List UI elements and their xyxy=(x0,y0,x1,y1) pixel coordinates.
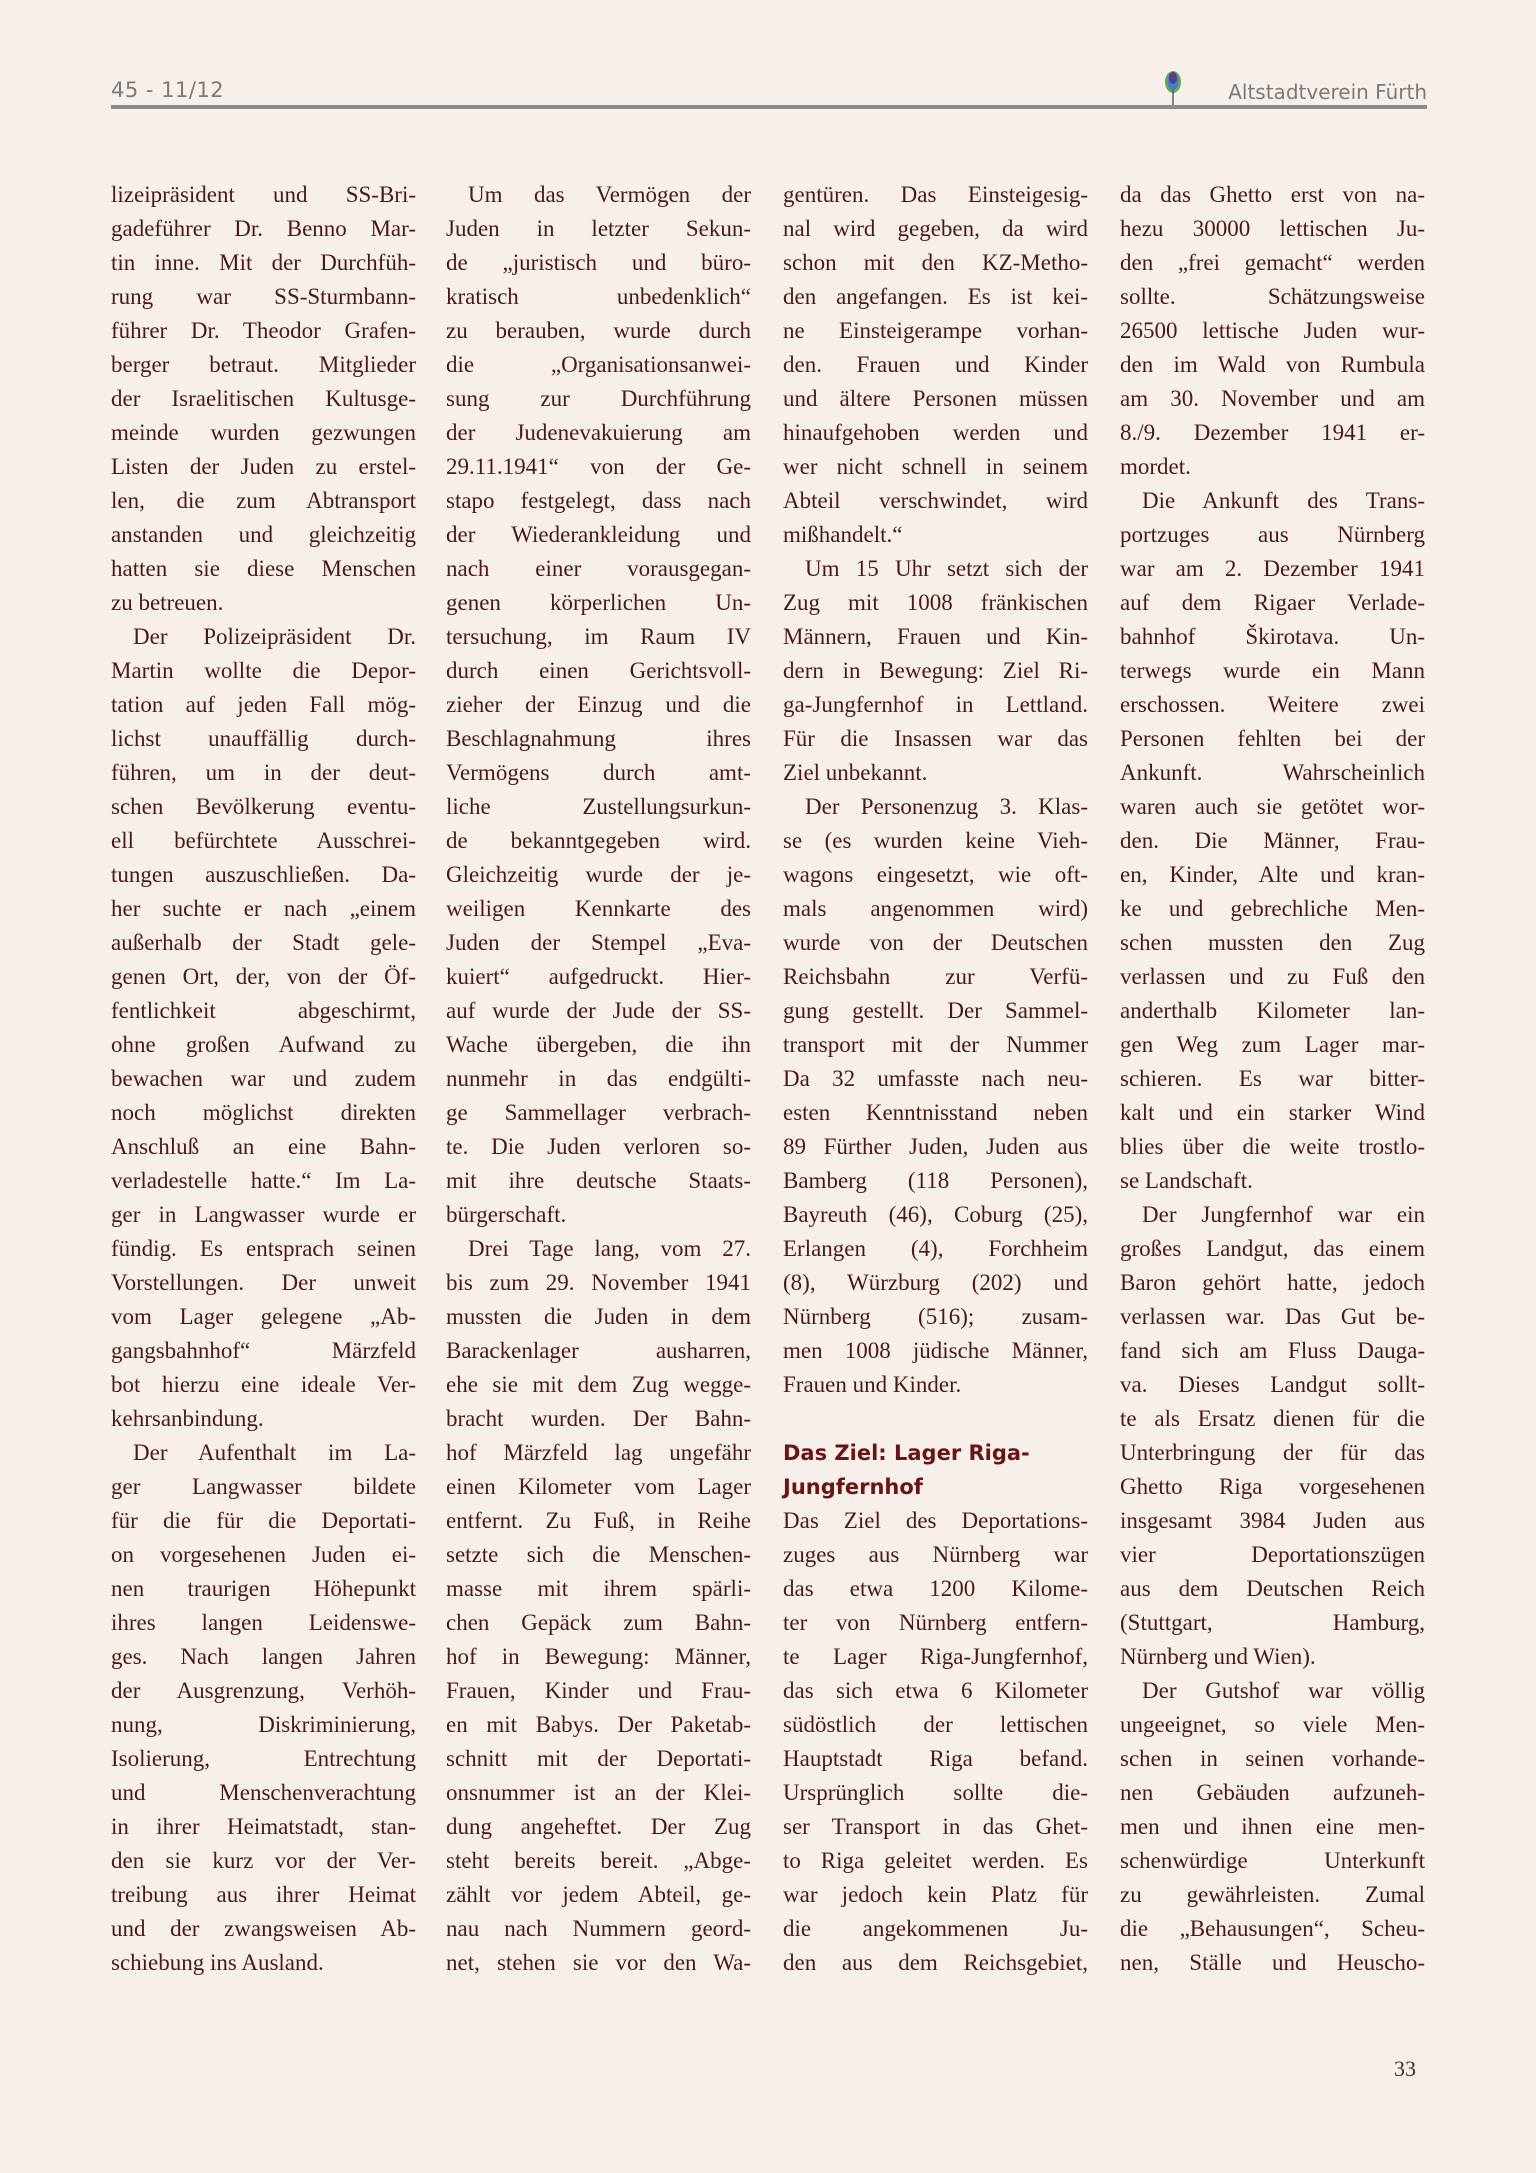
text-line: und ältere Personen müssen xyxy=(783,386,1088,411)
text-line: Ursprünglich sollte die- xyxy=(783,1780,1088,1805)
issue-number: 45 - 11/12 xyxy=(111,78,225,102)
text-line: Der Polizeipräsident Dr. xyxy=(133,624,416,649)
text-line: kratisch unbedenklich“ xyxy=(446,284,751,309)
text-line: hinaufgehoben werden und xyxy=(783,420,1088,445)
text-line: ohne großen Aufwand zu xyxy=(111,1032,416,1057)
text-line: weiligen Kennkarte des xyxy=(446,896,751,921)
text-line: schenwürdige Unterkunft xyxy=(1120,1848,1425,1873)
text-line: das etwa 1200 Kilome- xyxy=(783,1576,1088,1601)
text-line: dern in Bewegung: Ziel Ri- xyxy=(783,658,1088,683)
text-line: her suchte er nach „einem xyxy=(111,896,416,921)
text-line: anstanden und gleichzeitig xyxy=(111,522,416,547)
text-line: großes Landgut, das einem xyxy=(1120,1236,1425,1261)
text-line: masse mit ihrem spärli- xyxy=(446,1576,751,1601)
text-line: on vorgesehenen Juden ei- xyxy=(111,1542,416,1567)
text-line: kehrsanbindung. xyxy=(111,1406,264,1431)
text-line: nen traurigen Höhepunkt xyxy=(111,1576,416,1601)
text-line: mit ihre deutsche Staats- xyxy=(446,1168,751,1193)
text-line: ga-Jungfernhof in Lettland. xyxy=(783,692,1088,717)
text-line: fentlichkeit abgeschirmt, xyxy=(111,998,416,1023)
text-line: mals angenommen wird) xyxy=(783,896,1088,921)
text-line: waren auch sie getötet wor- xyxy=(1120,794,1425,819)
text-line: zieher der Einzug und die xyxy=(446,692,751,717)
text-line: wagons eingesetzt, wie oft- xyxy=(783,862,1088,887)
text-line: ungeeignet, so viele Men- xyxy=(1120,1712,1425,1737)
text-line: mordet. xyxy=(1120,454,1191,479)
text-column-1 xyxy=(111,178,416,1980)
text-line: auf dem Rigaer Verlade- xyxy=(1120,590,1425,615)
section-heading: Jungfernhof xyxy=(783,1475,923,1499)
text-line: Frauen und Kinder. xyxy=(783,1372,962,1397)
text-line: de „juristisch und büro- xyxy=(446,250,751,275)
text-line: Juden in letzter Sekun- xyxy=(446,216,751,241)
text-line: ser Transport in das Ghet- xyxy=(783,1814,1088,1839)
text-line: Juden der Stempel „Eva- xyxy=(446,930,751,955)
text-line: aus dem Deutschen Reich xyxy=(1120,1576,1425,1601)
text-line: berger betraut. Mitglieder xyxy=(111,352,416,377)
text-line: Frauen, Kinder und Frau- xyxy=(446,1678,751,1703)
text-line: hof in Bewegung: Männer, xyxy=(446,1644,751,1669)
text-line: schnitt mit der Deportati- xyxy=(446,1746,751,1771)
text-line: esten Kenntnisstand neben xyxy=(783,1100,1088,1125)
text-line: hatten sie diese Menschen xyxy=(111,556,416,581)
text-line: außerhalb der Stadt gele- xyxy=(111,930,416,955)
text-line: te Lager Riga-Jungfernhof, xyxy=(783,1644,1088,1669)
text-line: zu betreuen. xyxy=(111,590,224,615)
text-line: ell befürchtete Ausschrei- xyxy=(111,828,416,853)
text-line: ke und gebrechliche Men- xyxy=(1120,896,1425,921)
text-line: Personen fehlten bei der xyxy=(1120,726,1425,751)
text-line: entfernt. Zu Fuß, in Reihe xyxy=(446,1508,751,1533)
text-line: 26500 lettische Juden wur- xyxy=(1120,318,1425,343)
text-line: zuges aus Nürnberg war xyxy=(783,1542,1088,1567)
text-line: transport mit der Nummer xyxy=(783,1032,1088,1057)
text-line: verladestelle hatte.“ Im La- xyxy=(111,1168,416,1193)
text-line: der Israelitischen Kultusge- xyxy=(111,386,416,411)
text-line: Ankunft. Wahrscheinlich xyxy=(1120,760,1425,785)
tree-logo-icon xyxy=(1160,70,1186,106)
text-line: vom Lager gelegene „Ab- xyxy=(111,1304,416,1329)
text-line: nen, Ställe und Heuscho- xyxy=(1120,1950,1425,1975)
text-line: men und ihnen eine men- xyxy=(1120,1814,1425,1839)
text-line: anderthalb Kilometer lan- xyxy=(1120,998,1425,1023)
text-line: meinde wurden gezwungen xyxy=(111,420,416,445)
text-column-2 xyxy=(446,178,751,1980)
text-line: (Stuttgart, Hamburg, xyxy=(1120,1610,1425,1635)
text-line: len, die zum Abtransport xyxy=(111,488,416,513)
text-line: ter von Nürnberg entfern- xyxy=(783,1610,1088,1635)
text-line: Erlangen (4), Forchheim xyxy=(783,1236,1088,1261)
text-line: Das Ziel des Deportations- xyxy=(783,1508,1088,1533)
text-line: de bekanntgegeben wird. xyxy=(446,828,751,853)
text-column-3 xyxy=(783,178,1088,1980)
text-line: te als Ersatz dienen für die xyxy=(1120,1406,1425,1431)
text-line: dung angeheftet. Der Zug xyxy=(446,1814,751,1839)
text-line: die „Organisationsanwei- xyxy=(446,352,751,377)
text-line: Da 32 umfasste nach neu- xyxy=(783,1066,1088,1091)
text-line: rung war SS-Sturmbann- xyxy=(111,284,416,309)
text-line: Vorstellungen. Der unweit xyxy=(111,1270,416,1295)
header-rule xyxy=(111,105,1427,109)
text-line: Drei Tage lang, vom 27. xyxy=(468,1236,751,1261)
text-line: bracht wurden. Der Bahn- xyxy=(446,1406,751,1431)
text-line: hof Märzfeld lag ungefähr xyxy=(446,1440,751,1465)
text-line: Der Aufenthalt im La- xyxy=(133,1440,416,1465)
text-line: gung gestellt. Der Sammel- xyxy=(783,998,1088,1023)
text-line: genen Ort, der, von der Öf- xyxy=(111,964,416,989)
text-line: Gleichzeitig wurde der je- xyxy=(446,862,751,887)
publisher-name: Altstadtverein Fürth xyxy=(1228,80,1427,104)
text-line: bürgerschaft. xyxy=(446,1202,567,1227)
text-line: Unterbringung der für das xyxy=(1120,1440,1425,1465)
text-line: setzte sich die Menschen- xyxy=(446,1542,751,1567)
text-line: schieren. Es war bitter- xyxy=(1120,1066,1425,1091)
text-line: liche Zustellungsurkun- xyxy=(446,794,751,819)
text-line: die „Behausungen“, Scheu- xyxy=(1120,1916,1425,1941)
text-line: mussten die Juden in dem xyxy=(446,1304,751,1329)
text-line: Um 15 Uhr setzt sich der xyxy=(805,556,1088,581)
text-line: Ziel unbekannt. xyxy=(783,760,928,785)
text-line: da das Ghetto erst von na- xyxy=(1120,182,1425,207)
text-line: chen Gepäck zum Bahn- xyxy=(446,1610,751,1635)
text-line: einen Kilometer vom Lager xyxy=(446,1474,751,1499)
text-line: schen mussten den Zug xyxy=(1120,930,1425,955)
text-line: auf wurde der Jude der SS- xyxy=(446,998,751,1023)
text-line: portzuges aus Nürnberg xyxy=(1120,522,1425,547)
text-line: kalt und ein starker Wind xyxy=(1120,1100,1425,1125)
text-line: tation auf jeden Fall mög- xyxy=(111,692,416,717)
text-line: südöstlich der lettischen xyxy=(783,1712,1088,1737)
text-line: wurde von der Deutschen xyxy=(783,930,1088,955)
text-line: gangsbahnhof“ Märzfeld xyxy=(111,1338,416,1363)
text-line: fündig. Es entsprach seinen xyxy=(111,1236,416,1261)
text-line: ger Langwasser bildete xyxy=(111,1474,416,1499)
text-line: am 30. November und am xyxy=(1120,386,1425,411)
text-line: Reichsbahn zur Verfü- xyxy=(783,964,1088,989)
text-line: Zug mit 1008 fränkischen xyxy=(783,590,1088,615)
text-line: nal wird gegeben, da wird xyxy=(783,216,1088,241)
text-line: den sie kurz vor der Ver- xyxy=(111,1848,416,1873)
text-line: Der Gutshof war völlig xyxy=(1142,1678,1425,1703)
text-line: Hauptstadt Riga befand. xyxy=(783,1746,1088,1771)
text-line: men 1008 jüdische Männer, xyxy=(783,1338,1088,1363)
text-line: insgesamt 3984 Juden aus xyxy=(1120,1508,1425,1533)
text-line: nunmehr in das endgülti- xyxy=(446,1066,751,1091)
text-line: Bamberg (118 Personen), xyxy=(783,1168,1088,1193)
text-line: schon mit den KZ-Metho- xyxy=(783,250,1088,275)
text-line: lichst unauffällig durch- xyxy=(111,726,416,751)
text-line: sung zur Durchführung xyxy=(446,386,751,411)
text-line: Der Jungfernhof war ein xyxy=(1142,1202,1425,1227)
text-line: den „frei gemacht“ werden xyxy=(1120,250,1425,275)
text-line: den aus dem Reichsgebiet, xyxy=(783,1950,1088,1975)
text-line: Ghetto Riga vorgesehenen xyxy=(1120,1474,1425,1499)
text-line: Martin wollte die Depor- xyxy=(111,658,416,683)
text-line: bewachen war und zudem xyxy=(111,1066,416,1091)
text-line: zählt vor jedem Abteil, ge- xyxy=(446,1882,751,1907)
spacer xyxy=(783,1402,1088,1436)
text-line: Beschlagnahmung ihres xyxy=(446,726,751,751)
text-line: tersuchung, im Raum IV xyxy=(446,624,751,649)
text-line: te. Die Juden verloren so- xyxy=(446,1134,751,1159)
text-line: Wache übergeben, die ihn xyxy=(446,1032,751,1057)
text-line: ne Einsteigerampe vorhan- xyxy=(783,318,1088,343)
text-line: ger in Langwasser wurde er xyxy=(111,1202,416,1227)
text-line: Um das Vermögen der xyxy=(468,182,751,207)
text-line: vier Deportationszügen xyxy=(1120,1542,1425,1567)
text-line: ihres langen Leidenswe- xyxy=(111,1610,416,1635)
text-line: sollte. Schätzungsweise xyxy=(1120,284,1425,309)
text-line: (8), Würzburg (202) und xyxy=(783,1270,1088,1295)
text-line: va. Dieses Landgut sollt- xyxy=(1120,1372,1425,1397)
text-line: war jedoch kein Platz für xyxy=(783,1882,1088,1907)
text-line: terwegs wurde ein Mann xyxy=(1120,658,1425,683)
text-line: nung, Diskriminierung, xyxy=(111,1712,416,1737)
text-line: Vermögens durch amt- xyxy=(446,760,751,785)
text-line: Isolierung, Entrechtung xyxy=(111,1746,416,1771)
text-line: genen körperlichen Un- xyxy=(446,590,751,615)
text-line: 29.11.1941“ von der Ge- xyxy=(446,454,751,479)
text-line: den im Wald von Rumbula xyxy=(1120,352,1425,377)
text-line: erschossen. Weitere zwei xyxy=(1120,692,1425,717)
text-line: 89 Fürther Juden, Juden aus xyxy=(783,1134,1088,1159)
text-line: Nürnberg und Wien). xyxy=(1120,1644,1316,1669)
text-line: net, stehen sie vor den Wa- xyxy=(446,1950,751,1975)
text-line: blies über die weite trostlo- xyxy=(1120,1134,1425,1159)
text-line: Nürnberg (516); zusam- xyxy=(783,1304,1088,1329)
text-line: se Landschaft. xyxy=(1120,1168,1253,1193)
text-line: Für die Insassen war das xyxy=(783,726,1088,751)
text-line: en, Kinder, Alte und kran- xyxy=(1120,862,1425,887)
text-line: führer Dr. Theodor Grafen- xyxy=(111,318,416,343)
text-line: Der Personenzug 3. Klas- xyxy=(805,794,1088,819)
text-line: der Judenevakuierung am xyxy=(446,420,751,445)
text-line: Baron gehört hatte, jedoch xyxy=(1120,1270,1425,1295)
text-line: war am 2. Dezember 1941 xyxy=(1120,556,1425,581)
text-line: mißhandelt.“ xyxy=(783,522,903,547)
text-line: schen in seinen vorhande- xyxy=(1120,1746,1425,1771)
text-line: schen Bevölkerung eventu- xyxy=(111,794,416,819)
text-line: der Wiederankleidung und xyxy=(446,522,751,547)
text-line: Anschluß an eine Bahn- xyxy=(111,1134,416,1159)
text-line: lizeipräsident und SS-Bri- xyxy=(111,182,416,207)
text-line: in ihrer Heimatstadt, stan- xyxy=(111,1814,416,1839)
text-line: gen Weg zum Lager mar- xyxy=(1120,1032,1425,1057)
text-line: Barackenlager ausharren, xyxy=(446,1338,751,1363)
text-line: durch einen Gerichtsvoll- xyxy=(446,658,751,683)
text-line: 8./9. Dezember 1941 er- xyxy=(1120,420,1425,445)
text-line: nau nach Nummern geord- xyxy=(446,1916,751,1941)
text-line: se (es wurden keine Vieh- xyxy=(783,828,1088,853)
text-line: Listen der Juden zu erstel- xyxy=(111,454,416,479)
text-line: der Ausgrenzung, Verhöh- xyxy=(111,1678,416,1703)
text-line: fand sich am Fluss Dauga- xyxy=(1120,1338,1425,1363)
text-line: to Riga geleitet werden. Es xyxy=(783,1848,1088,1873)
text-line: steht bereits bereit. „Abge- xyxy=(446,1848,751,1873)
text-line: zu berauben, wurde durch xyxy=(446,318,751,343)
text-line: schiebung ins Ausland. xyxy=(111,1950,324,1975)
text-line: stapo festgelegt, dass nach xyxy=(446,488,751,513)
section-heading: Das Ziel: Lager Riga- xyxy=(783,1441,1030,1465)
text-line: bot hierzu eine ideale Ver- xyxy=(111,1372,416,1397)
text-line: gadeführer Dr. Benno Mar- xyxy=(111,216,416,241)
text-line: und Menschenverachtung xyxy=(111,1780,416,1805)
text-line: Männern, Frauen und Kin- xyxy=(783,624,1088,649)
text-line: tin inne. Mit der Durchfüh- xyxy=(111,250,416,275)
text-line: führen, um in der deut- xyxy=(111,760,416,785)
text-line: bahnhof Škirotava. Un- xyxy=(1120,624,1425,649)
text-line: wer nicht schnell in seinem xyxy=(783,454,1088,479)
text-line: ge Sammellager verbrach- xyxy=(446,1100,751,1125)
text-line: zu gewährleisten. Zumal xyxy=(1120,1882,1425,1907)
text-line: ehe sie mit dem Zug wegge- xyxy=(446,1372,751,1397)
text-column-4 xyxy=(1120,178,1425,1980)
text-line: ges. Nach langen Jahren xyxy=(111,1644,416,1669)
text-line: gentüren. Das Einsteigesig- xyxy=(783,182,1088,207)
text-line: noch möglichst direkten xyxy=(111,1100,416,1125)
text-line: Die Ankunft des Trans- xyxy=(1142,488,1425,513)
text-line: für die für die Deportati- xyxy=(111,1508,416,1533)
text-line: en mit Babys. Der Paketab- xyxy=(446,1712,751,1737)
text-line: Bayreuth (46), Coburg (25), xyxy=(783,1202,1088,1227)
text-line: bis zum 29. November 1941 xyxy=(446,1270,751,1295)
text-line: tungen auszuschließen. Da- xyxy=(111,862,416,887)
text-line: Abteil verschwindet, wird xyxy=(783,488,1088,513)
text-line: und der zwangsweisen Ab- xyxy=(111,1916,416,1941)
text-line: hezu 30000 lettischen Ju- xyxy=(1120,216,1425,241)
text-line: das sich etwa 6 Kilometer xyxy=(783,1678,1088,1703)
page-number: 33 xyxy=(1394,2056,1416,2081)
text-line: kuiert“ aufgedruckt. Hier- xyxy=(446,964,751,989)
text-line: nach einer vorausgegan- xyxy=(446,556,751,581)
text-line: onsnummer ist an der Klei- xyxy=(446,1780,751,1805)
text-line: den. Die Männer, Frau- xyxy=(1120,828,1425,853)
text-line: den. Frauen und Kinder xyxy=(783,352,1088,377)
text-line: verlassen war. Das Gut be- xyxy=(1120,1304,1425,1329)
text-line: verlassen und zu Fuß den xyxy=(1120,964,1425,989)
text-line: den angefangen. Es ist kei- xyxy=(783,284,1088,309)
text-line: die angekommenen Ju- xyxy=(783,1916,1088,1941)
text-line: nen Gebäuden aufzuneh- xyxy=(1120,1780,1425,1805)
text-line: treibung aus ihrer Heimat xyxy=(111,1882,416,1907)
